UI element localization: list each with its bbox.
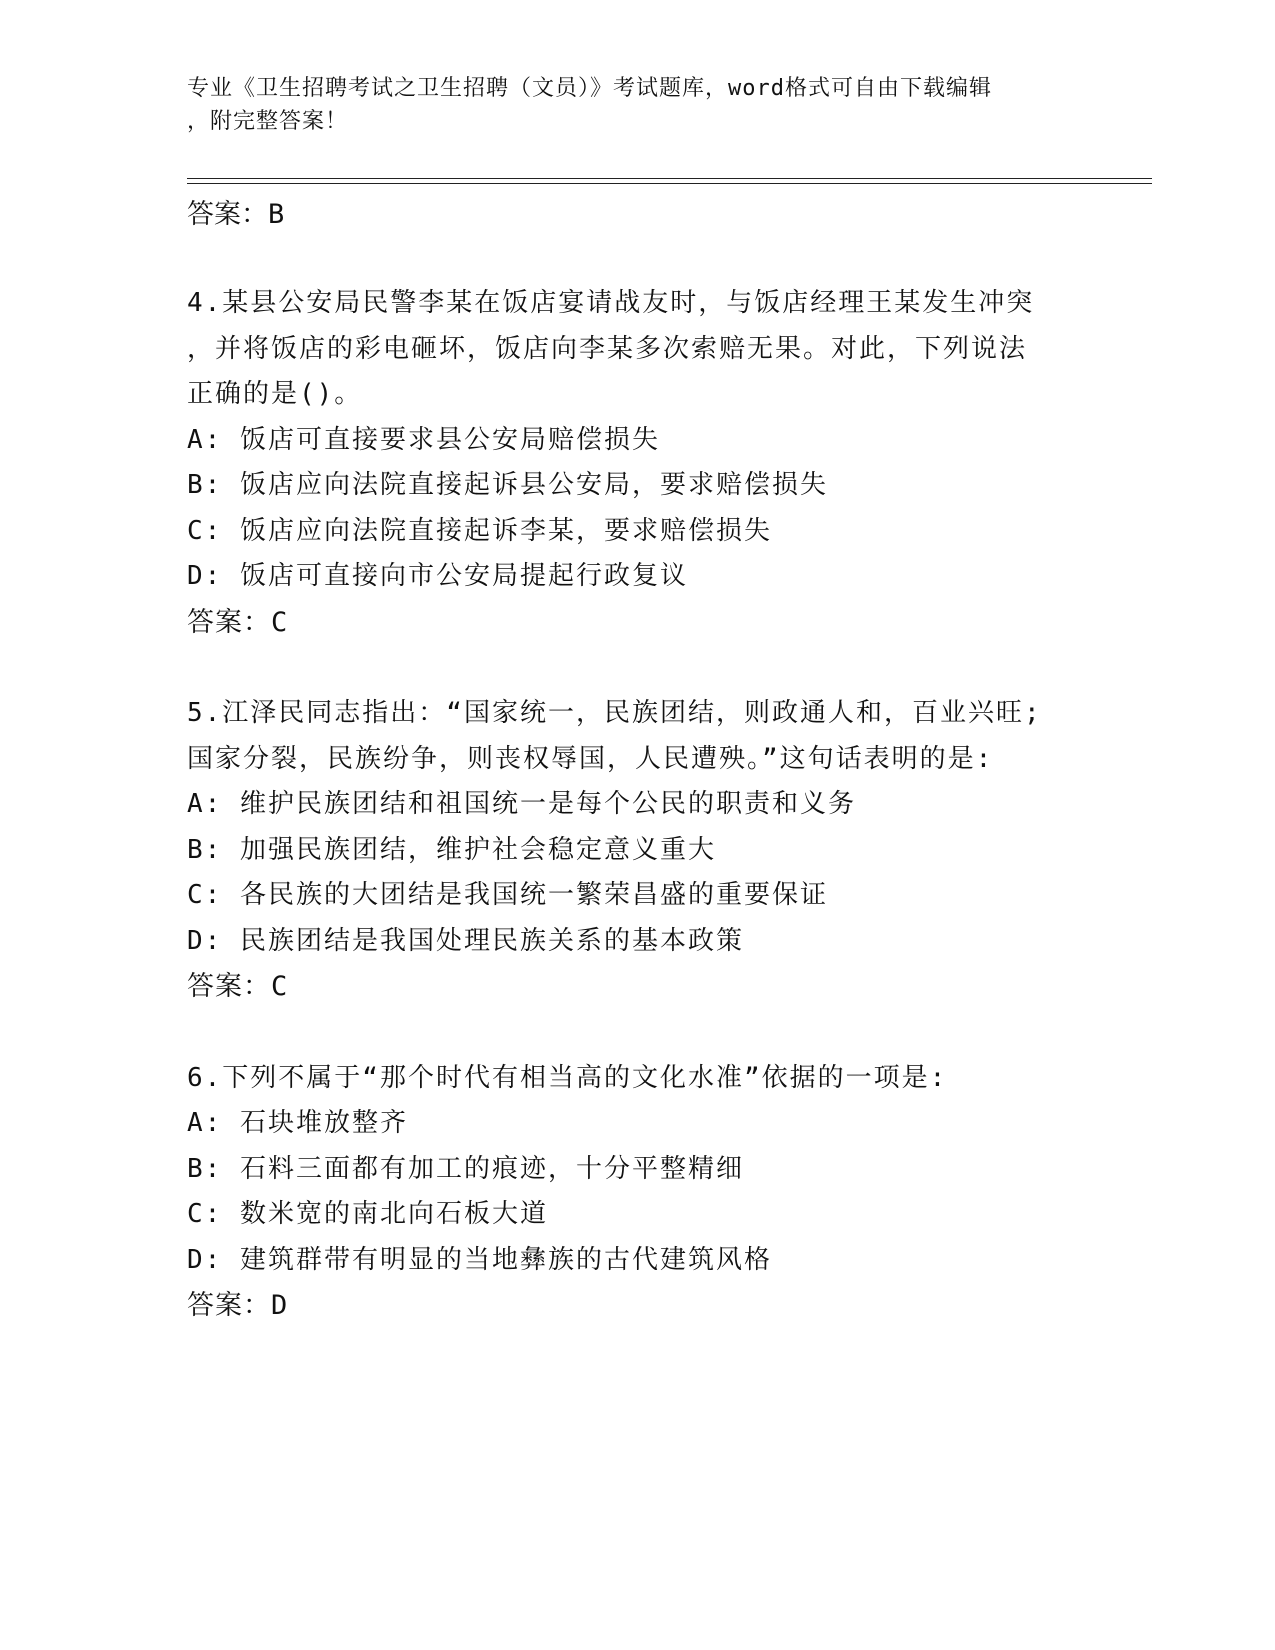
question-6-text-line-1: 6.下列不属于“那个时代有相当高的文化水准”依据的一项是: [187, 1062, 948, 1093]
question-5-option-d: D: 民族团结是我国处理民族关系的基本政策 [187, 925, 744, 956]
question-6-option-a: A: 石块堆放整齐 [187, 1108, 408, 1138]
header-rule-bottom [187, 183, 1152, 184]
question-4-option-c: C: 饭店应向法院直接起诉李某，要求赔偿损失 [187, 515, 772, 546]
previous-question-answer: 答案：B [187, 199, 285, 230]
question-6-option-b: B: 石料三面都有加工的痕迹，十分平整精细 [187, 1153, 744, 1184]
question-5-text-line-2: 国家分裂，民族纷争，则丧权辱国，人民遭殃。”这句话表明的是: [187, 743, 994, 774]
question-6 [187, 1056, 1087, 1329]
document-header [187, 72, 1067, 138]
question-4-option-a: A: 饭店可直接要求县公安局赔偿损失 [187, 424, 660, 455]
question-list [187, 281, 1087, 1375]
question-4 [187, 281, 1087, 645]
header-rule-top [187, 178, 1152, 179]
question-4-text-line-2: ，并将饭店的彩电砸坏，饭店向李某多次索赔无果。对此，下列说法 [187, 333, 1028, 364]
question-4-answer: 答案：C [187, 606, 289, 638]
question-5-answer: 答案：C [187, 971, 289, 1002]
question-5 [187, 691, 1087, 1010]
question-6-answer: 答案：D [187, 1290, 289, 1321]
question-4-option-d: D: 饭店可直接向市公安局提起行政复议 [187, 561, 688, 591]
question-6-option-d: D: 建筑群带有明显的当地彝族的古代建筑风格 [187, 1244, 772, 1275]
question-4-text-line-3: 正确的是()。 [187, 379, 363, 409]
question-4-option-b: B: 饭店应向法院直接起诉县公安局，要求赔偿损失 [187, 470, 828, 500]
header-line-2: ，附完整答案！ [187, 109, 349, 134]
question-5-option-a: A: 维护民族团结和祖国统一是每个公民的职责和义务 [187, 789, 856, 819]
question-5-option-c: C: 各民族的大团结是我国统一繁荣昌盛的重要保证 [187, 880, 828, 910]
question-5-text-line-1: 5.江泽民同志指出：“国家统一，民族团结，则政通人和，百业兴旺; [187, 698, 1042, 728]
header-line-1: 专业《卫生招聘考试之卫生招聘（文员）》考试题库，word格式可自由下载编辑 [187, 76, 992, 101]
question-5-option-b: B: 加强民族团结，维护社会稳定意义重大 [187, 834, 716, 865]
question-6-option-c: C: 数米宽的南北向石板大道 [187, 1199, 548, 1229]
question-4-text-line-1: 4.某县公安局民警李某在饭店宴请战友时，与饭店经理王某发生冲突 [187, 288, 1035, 318]
